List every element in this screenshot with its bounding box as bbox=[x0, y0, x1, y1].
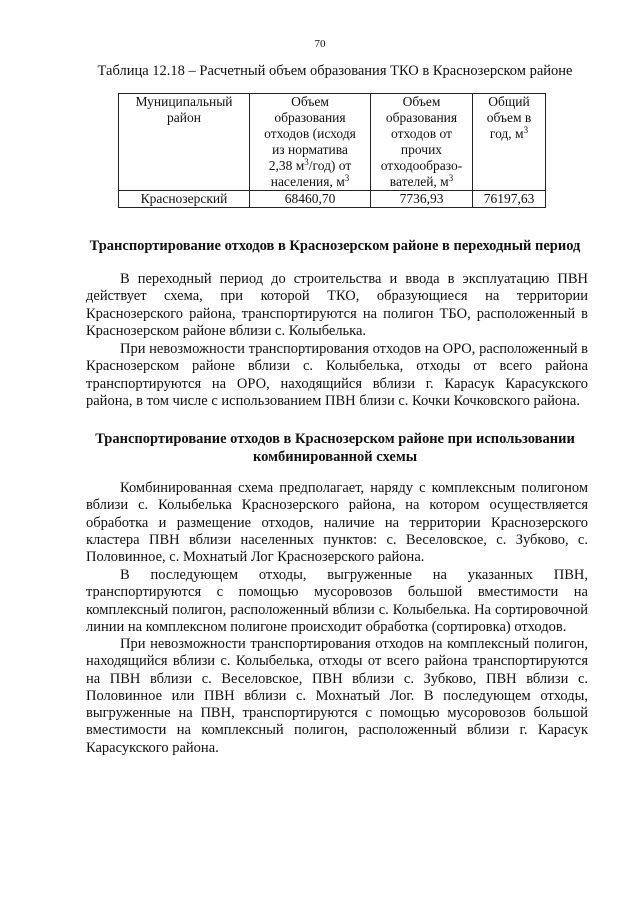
section-heading-combined bbox=[85, 430, 585, 466]
header-text: прочих bbox=[400, 142, 443, 157]
heading-line: Транспортирование отходов в Краснозерском районе при использовании bbox=[95, 431, 575, 447]
cell-total-volume: 76197,63 bbox=[473, 191, 546, 208]
header-other-producers-volume bbox=[371, 94, 473, 191]
superscript: 3 bbox=[448, 173, 454, 183]
header-total-volume bbox=[473, 94, 546, 191]
header-text: населения, м bbox=[270, 174, 345, 189]
section-heading-transition: Транспортирование отходов в Краснозерском районе в переходный период bbox=[89, 238, 581, 254]
header-text: образования bbox=[274, 110, 346, 125]
header-text: Муниципальный bbox=[135, 94, 233, 109]
header-text: из норматива bbox=[272, 142, 348, 157]
header-text: Общий bbox=[488, 94, 530, 109]
cell-district: Краснозерский bbox=[119, 191, 250, 208]
header-text: отходообразо- bbox=[380, 158, 463, 173]
header-municipal-district bbox=[119, 94, 250, 191]
header-text: вателей, м bbox=[389, 174, 449, 189]
cell-population-volume: 68460,70 bbox=[250, 191, 371, 208]
superscript: 3 bbox=[523, 125, 529, 135]
page-number: 70 bbox=[314, 38, 326, 50]
header-text: Объем bbox=[402, 94, 441, 109]
paragraph: При невозможности транспортирования отходов на комплексный полигон, находящийся вблизи с. Колыбелька, отходы от всего района транспортируются на ПВН вблизи с. Веселовское, ПВН вблизи с. Зубково, ПВН вблизи с. Половинное или ПВН вблизи с. Мохнатый Лог. В последующем отходы, выгруженные на ПВН, транспортируются с помощью мусоровозов большой вместимости на комплексный полигон, расположенный вблизи г. Карасук Карасукского района. bbox=[86, 636, 588, 756]
paragraph: В последующем отходы, выгруженные на указанных ПВН, транспортируются с помощью мусоровозов большой вместимости на комплексный полигон, расположенный вблизи с. Колыбелька. На сортировочной линии на комплексном полигоне происходит обработка (сортировка) отходов. bbox=[86, 567, 588, 635]
heading-line: комбинированной схемы bbox=[252, 449, 418, 465]
superscript: 3 bbox=[344, 173, 350, 183]
paragraph: При невозможности транспортирования отходов на ОРО, расположенный в Краснозерском районе вблизи с. Колыбелька, отходы от всего района транспортируются на ОРО, находящийся вблизи г. Карасук Карасукского района, в том числе с использованием ПВН близи с. Кочки Кочковского района. bbox=[86, 341, 588, 409]
paragraph: Комбинированная схема предполагает, наряду с комплексным полигоном вблизи с. Колыбелька Краснозерского района, на котором осуществляется обработка и размещение отходов, наличие на территории Краснозерского кластера ПВН вблизи населенных пунктов: с. Веселовское, с. Зубково, с. Половинное, с. Мохнатый Лог Краснозерского района. bbox=[86, 480, 588, 566]
waste-volume-table bbox=[118, 93, 546, 208]
table-row bbox=[119, 191, 546, 208]
header-text: образования bbox=[385, 110, 458, 125]
header-population-volume bbox=[250, 94, 371, 191]
table-header-row bbox=[119, 94, 546, 191]
header-text: объем в bbox=[486, 110, 532, 125]
cell-other-volume: 7736,93 bbox=[371, 191, 473, 208]
table-caption: Таблица 12.18 – Расчетный объем образования ТКО в Краснозерском районе bbox=[97, 63, 573, 79]
header-text: /год) от bbox=[308, 158, 352, 173]
header-text: Объем bbox=[291, 94, 329, 109]
header-text: район bbox=[167, 110, 201, 125]
header-text: отходов (исходя bbox=[264, 126, 356, 141]
header-text: год, м bbox=[489, 126, 524, 141]
header-text: отходов от bbox=[391, 126, 452, 141]
header-text: 2,38 м bbox=[268, 158, 305, 173]
superscript: 3 bbox=[304, 157, 309, 167]
paragraph: В переходный период до строительства и ввода в эксплуатацию ПВН действует схема, при которой ТКО, образующиеся на территории Краснозерского района, транспортируются на полигон ТБО, расположенный в Краснозерском районе вблизи с. Колыбелька. bbox=[86, 271, 588, 339]
